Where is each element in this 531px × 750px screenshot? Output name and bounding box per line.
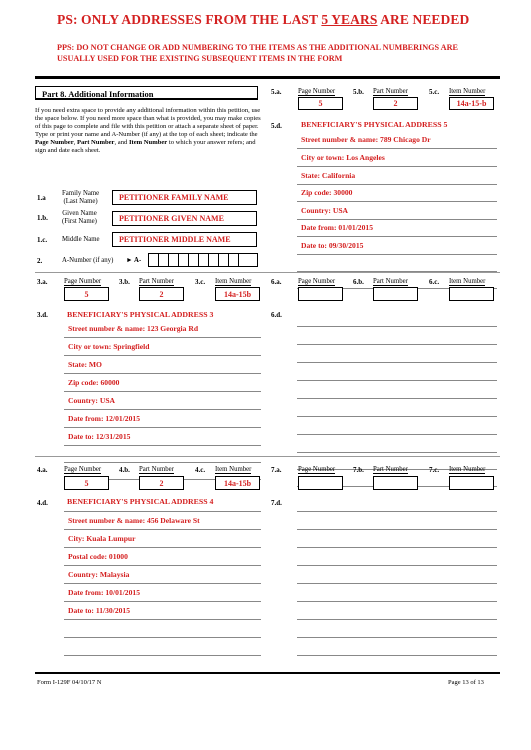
item-number: 7.d. — [271, 499, 282, 507]
text-line: City or town: Los Angeles — [297, 149, 497, 167]
middle-name-field[interactable]: PETITIONER MIDDLE NAME — [112, 232, 257, 247]
item-number: 4.c. — [195, 466, 206, 474]
text-line: Zip code: 30000 — [297, 185, 497, 202]
text-line: Date to: 11/30/2015 — [64, 602, 261, 620]
text-line: Date from: 10/01/2015 — [64, 584, 261, 602]
item-number: 5.d. — [271, 122, 282, 130]
instructions: If you need extra space to provide any additional information within this petition, use the space below. If you need more space than what is provided, you may make copies of this page to complete and file with this petition or attach a separate sheet of paper. Type or print your name and A-Number (if any) at the top of each sheet; indicate the Page Number, Part Number, and Item Number to which your answer refers; and sign and date each sheet. — [35, 107, 261, 155]
page-number-label: Page Number — [64, 466, 102, 473]
item-number: 4.a. — [37, 466, 48, 474]
text-line: City or town: Springfield — [64, 338, 261, 356]
part-number-field[interactable]: 2 — [373, 97, 418, 110]
header-notice-title: PS: ONLY ADDRESSES FROM THE LAST 5 YEARS ARE NEEDED — [57, 12, 470, 27]
item-number: 3.d. — [37, 311, 48, 319]
item-number-field[interactable]: 14a-15-b — [449, 97, 494, 110]
text-line: Date from: 12/01/2015 — [64, 410, 261, 428]
item-number-field[interactable]: 14a-15b — [215, 287, 260, 301]
page-number-field[interactable] — [298, 476, 343, 490]
item-number-label: Item Number — [449, 88, 486, 95]
page-number-label: Page Number — [298, 88, 336, 95]
text-line — [297, 255, 497, 272]
given-name-label: Given Name (First Name) — [62, 210, 97, 225]
given-name-field[interactable]: PETITIONER GIVEN NAME — [112, 211, 257, 226]
a-number-prefix: ► A- — [126, 257, 142, 264]
item-number: 5.c. — [429, 88, 440, 96]
additional-info-title: BENEFICIARY'S PHYSICAL ADDRESS 5 — [301, 120, 448, 129]
text-line: City: Kuala Lumpur — [64, 530, 261, 548]
divider — [35, 456, 500, 457]
family-name-label: Family Name (Last Name) — [62, 190, 100, 205]
additional-info-4d[interactable] — [64, 507, 261, 674]
text-line: State: MO — [64, 356, 261, 374]
family-name-field[interactable]: PETITIONER FAMILY NAME — [112, 190, 257, 205]
page-number-field[interactable]: 5 — [298, 97, 343, 110]
additional-info-7d[interactable] — [297, 500, 497, 674]
additional-info-5d[interactable] — [297, 131, 497, 289]
divider — [35, 672, 500, 674]
part-number-label: Part Number — [139, 278, 174, 285]
item-number: 5.a. — [271, 88, 282, 96]
page-count: Page 13 of 13 — [448, 679, 484, 686]
item-number: 1.a — [37, 194, 46, 202]
additional-info-6d[interactable] — [297, 311, 497, 487]
part-number-field[interactable] — [373, 476, 418, 490]
a-number-field[interactable] — [148, 253, 258, 267]
item-number: 7.b. — [353, 466, 364, 474]
additional-info-title: BENEFICIARY'S PHYSICAL ADDRESS 4 — [67, 497, 214, 506]
part-number-label: Part Number — [373, 466, 408, 473]
text-line: Country: USA — [297, 202, 497, 220]
page-number-field[interactable]: 5 — [64, 287, 109, 301]
item-number: 6.a. — [271, 278, 282, 286]
text-line: Country: Malaysia — [64, 566, 261, 584]
text-line: Date from: 01/01/2015 — [297, 220, 497, 237]
item-number: 2. — [37, 257, 43, 265]
text-line: Postal code: 01000 — [64, 548, 261, 566]
page-number-label: Page Number — [298, 466, 336, 473]
part-number-label: Part Number — [139, 466, 174, 473]
middle-name-label: Middle Name — [62, 236, 100, 243]
divider — [35, 76, 500, 79]
form-id: Form I-129F 04/10/17 N — [37, 679, 102, 686]
text-line: State: California — [297, 167, 497, 185]
section-title: Part 8. Additional Information — [35, 86, 258, 100]
part-number-field[interactable] — [373, 287, 418, 301]
item-number-field[interactable]: 14a-15b — [215, 476, 260, 490]
text-line: Zip code: 60000 — [64, 374, 261, 392]
divider — [35, 272, 500, 273]
a-number-label: A-Number (if any) — [62, 257, 114, 264]
item-number: 6.b. — [353, 278, 364, 286]
item-number: 5.b. — [353, 88, 364, 96]
item-number: 6.c. — [429, 278, 440, 286]
item-number-label: Item Number — [449, 278, 486, 285]
page-number-label: Page Number — [298, 278, 336, 285]
item-number: 4.d. — [37, 499, 48, 507]
text-line: Street number & name: 789 Chicago Dr — [297, 131, 497, 149]
item-number: 3.b. — [119, 278, 130, 286]
part-number-field[interactable]: 2 — [139, 476, 184, 490]
item-number: 7.c. — [429, 466, 440, 474]
item-number-field[interactable] — [449, 287, 494, 301]
item-number: 3.c. — [195, 278, 206, 286]
item-number: 7.a. — [271, 466, 282, 474]
page-number-label: Page Number — [64, 278, 102, 285]
text-line: Country: USA — [64, 392, 261, 410]
page-number-field[interactable] — [298, 287, 343, 301]
item-number: 1.b. — [37, 214, 48, 222]
text-line: Date to: 09/30/2015 — [297, 237, 497, 255]
page-number-field[interactable]: 5 — [64, 476, 109, 490]
item-number-label: Item Number — [215, 466, 252, 473]
part-number-field[interactable]: 2 — [139, 287, 184, 301]
item-number-label: Item Number — [449, 466, 486, 473]
text-line: Date to: 12/31/2015 — [64, 428, 261, 446]
item-number: 4.b. — [119, 466, 130, 474]
item-number: 1.c. — [37, 236, 48, 244]
text-line: Street number & name: 456 Delaware St — [64, 512, 261, 530]
additional-info-title: BENEFICIARY'S PHYSICAL ADDRESS 3 — [67, 310, 214, 319]
text-line: Street number & name: 123 Georgia Rd — [64, 320, 261, 338]
header-notice-body: PPS: DO NOT CHANGE OR ADD NUMBERING TO THE ITEMS AS THE ADDITIONAL NUMBERINGS ARE USUALLY USED FOR THE EXISTING SUBSEQUENT ITEMS IN THE FORM — [57, 43, 458, 63]
item-number-label: Item Number — [215, 278, 252, 285]
part-number-label: Part Number — [373, 88, 408, 95]
item-number: 3.a. — [37, 278, 48, 286]
header-emphasis: 5 YEARS — [321, 12, 378, 27]
text-line — [64, 446, 261, 463]
item-number: 6.d. — [271, 311, 282, 319]
item-number-field[interactable] — [449, 476, 494, 490]
part-number-label: Part Number — [373, 278, 408, 285]
